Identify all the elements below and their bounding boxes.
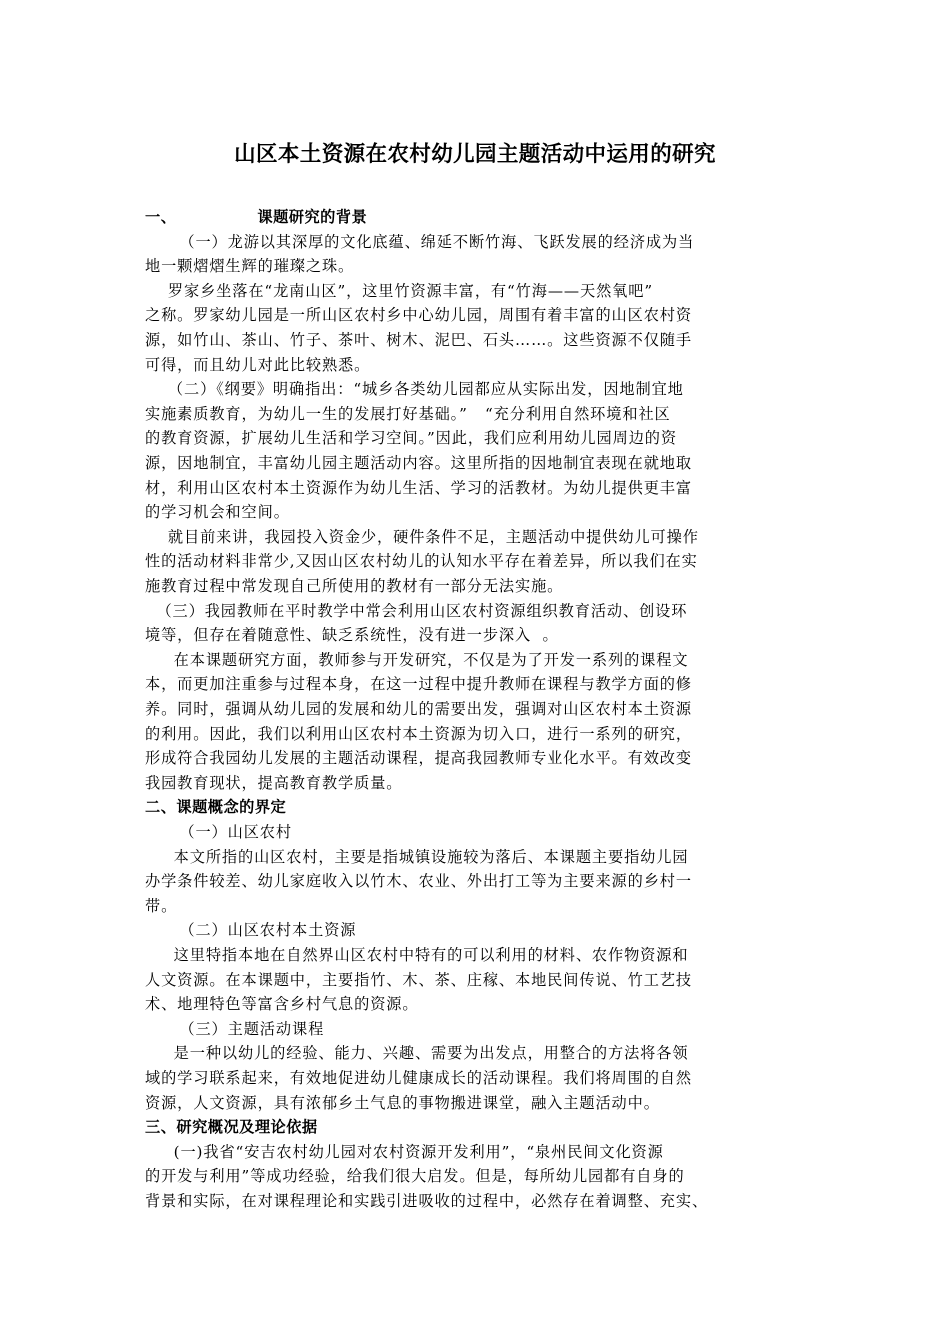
text-line: 就目前来讲，我园投入资金少，硬件条件不足，主题活动中提供幼儿可操作 — [145, 527, 699, 546]
text-line: 养。同时，强调从幼儿园的发展和幼儿的需要出发，强调对山区农村本土资源 — [145, 700, 692, 718]
text-line: 源，因地制宜，丰富幼儿园主题活动内容。这里所指的因地制宜表现在就地取 — [145, 454, 692, 472]
text-line: 术、地理特色等富含乡村气息的资源。 — [145, 995, 419, 1014]
text-line: (一)我省“安吉农村幼儿园对农村资源开发利用”，“泉州民间文化资源 — [145, 1142, 664, 1161]
text-line: 域的学习联系起来，有效地促进幼儿健康成长的活动课程。我们将周围的自然 — [145, 1069, 692, 1087]
text-line: （二）《纲要》明确指出：“城乡各类幼儿园都应从实际出发，因地制宜地 — [145, 380, 684, 399]
text-line: 人文资源。在本课题中，主要指竹、木、茶、庄稼、本地民间传说、竹工艺技 — [145, 970, 692, 989]
section-heading: 一、 课题研究的背景 — [145, 208, 368, 226]
text-line: 境等，但存在着随意性、缺乏系统性，没有进一步深入 。 — [145, 626, 559, 645]
text-line: 是一种以幼儿的经验、能力、兴趣、需要为出发点，用整合的方法将各领 — [145, 1044, 689, 1063]
text-line: 办学条件较差、幼儿家庭收入以竹木、农业、外出打工等为主要来源的乡村一 — [145, 872, 692, 891]
text-line: 的学习机会和空间。 — [145, 503, 290, 522]
text-line: 材，利用山区农村本土资源作为幼儿生活、学习的活教材。为幼儿提供更丰富 — [145, 478, 692, 497]
text-line: 之称。罗家幼儿园是一所山区农村乡中心幼儿园，周围有着丰富的山区农村资 — [145, 306, 692, 325]
text-line: 本，而更加注重参与过程本身，在这一过程中提升教师在课程与教学方面的修 — [145, 675, 692, 694]
section-heading: 二、课题概念的界定 — [145, 798, 287, 817]
text-line: 的教育资源，扩展幼儿生活和学习空间。”因此，我们应利用幼儿园周边的资 — [145, 429, 677, 448]
text-line: 我园教育现状，提高教育教学质量。 — [145, 773, 403, 792]
text-line: 施教育过程中常发现自己所使用的教材有一部分无法实施。 — [145, 577, 564, 595]
text-line: 本文所指的山区农村，主要是指城镇设施较为落后、本课题主要指幼儿园 — [145, 847, 689, 866]
text-line: 这里特指本地在自然界山区农村中特有的可以利用的材料、农作物资源和 — [145, 946, 689, 964]
text-line: （一）龙游以其深厚的文化底蕴、绵延不断竹海、飞跃发展的经济成为当 — [145, 232, 695, 251]
text-line: 地一颗熠熠生辉的璀璨之珠。 — [145, 257, 355, 276]
text-line: 在本课题研究方面，教师参与开发研究，不仅是为了开发一系列的课程文 — [145, 650, 689, 669]
text-line: 资源，人文资源，具有浓郁乡土气息的事物搬进课堂，融入主题活动中。 — [145, 1093, 660, 1112]
text-line: （三）我园教师在平时教学中常会利用山区农村资源组织教育活动、创设环 — [145, 601, 688, 620]
text-line: 的利用。因此，我们以利用山区农村本土资源为切入口，进行一系列的研究， — [145, 724, 692, 743]
text-line: 实施素质教育，为幼儿一生的发展打好基础。” “充分利用自然环境和社区 — [145, 404, 671, 423]
text-line: 背景和实际，在对课程理论和实践引进吸收的过程中，必然存在着调整、充实、 — [145, 1192, 709, 1210]
text-line: 可得，而且幼儿对此比较熟悉。 — [145, 355, 371, 374]
page-title: 山区本土资源在农村幼儿园主题活动中运用的研究 — [234, 142, 716, 167]
text-line: （三）主题活动课程 — [145, 1019, 325, 1038]
text-line: （一）山区农村 — [145, 823, 292, 841]
text-line: 性的活动材料非常少,又因山区农村幼儿的认知水平存在着差异，所以我们在实 — [145, 552, 698, 571]
text-line: （二）山区农村本土资源 — [145, 921, 357, 940]
text-line: 的开发与利用”等成功经验，给我们很大启发。但是，每所幼儿园都有自身的 — [145, 1167, 685, 1186]
text-line: 带。 — [145, 896, 178, 915]
section-heading: 三、研究概况及理论依据 — [145, 1118, 318, 1137]
text-line: 形成符合我园幼儿发展的主题活动课程，提高我园教师专业化水平。有效改变 — [145, 749, 692, 768]
text-line: 罗家乡坐落在“龙南山区”，这里竹资源丰富，有“竹海——天然氧吧” — [145, 281, 654, 300]
text-line: 源，如竹山、茶山、竹子、茶叶、树木、泥巴、石头……。这些资源不仅随手 — [145, 331, 692, 349]
